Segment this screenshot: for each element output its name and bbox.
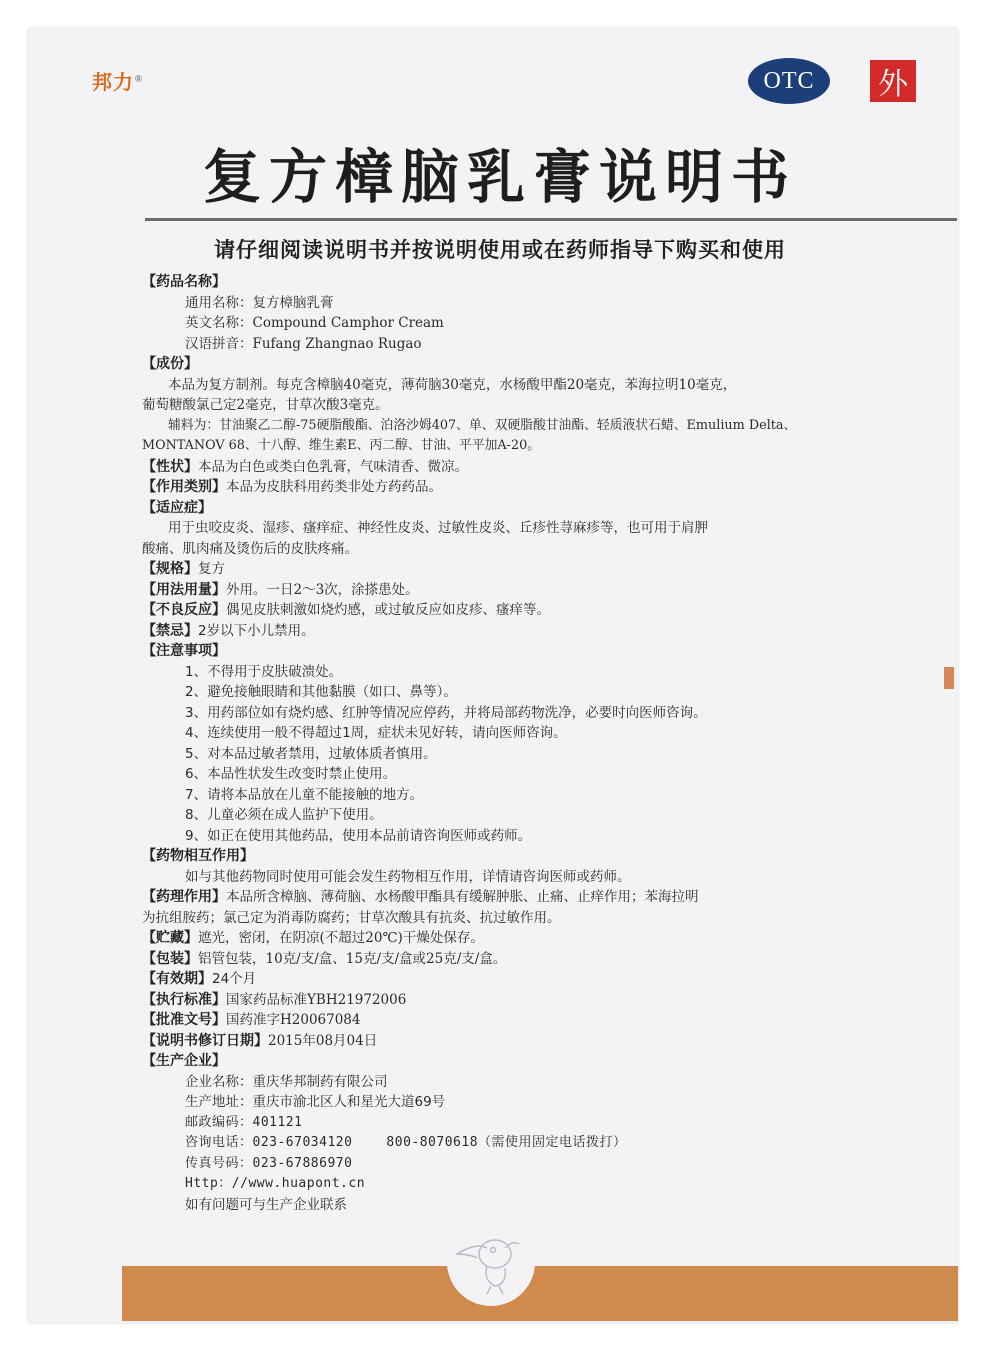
- section-heading: 【药理作用】: [142, 889, 226, 905]
- section-heading: 【成份】: [142, 356, 198, 372]
- otc-badge: OTC: [748, 58, 830, 104]
- external-use-badge: 外: [870, 60, 916, 102]
- ingredients-text: 葡萄糖酸氯己定2毫克，甘草次酸3毫克。: [142, 397, 389, 413]
- revision-date: 2015年08月04日: [268, 1032, 378, 1049]
- section-heading: 【性状】: [142, 458, 198, 475]
- contact-note: 如有问题可与生产企业联系: [185, 1196, 347, 1213]
- fax-number: 传真号码：023-67886970: [185, 1155, 353, 1171]
- title-rule: [145, 218, 957, 221]
- section-heading: 【规格】: [142, 561, 198, 577]
- footer-band: [122, 1266, 958, 1321]
- adverse-text: 偶见皮肤刺激如烧灼感，或过敏反应如皮疹、瘙痒等。: [226, 602, 550, 618]
- document-subtitle: 请仔细阅读说明书并按说明使用或在药师指导下购买和使用: [214, 238, 786, 262]
- pinyin-name: 汉语拼音：Fufang Zhangnao Rugao: [185, 335, 422, 352]
- section-heading: 【包装】: [142, 950, 198, 967]
- section-heading: 【贮藏】: [142, 930, 198, 946]
- document-title: 复方樟脑乳膏说明书: [202, 143, 797, 211]
- spec-text: 复方: [198, 561, 225, 577]
- leaflet-content: [142, 272, 882, 1215]
- company-name: 企业名称：重庆华邦制药有限公司: [185, 1073, 388, 1090]
- section-heading: 【批准文号】: [142, 1012, 226, 1028]
- section-heading: 【作用类别】: [142, 479, 226, 495]
- precaution-item: 5、对本品过敏者禁用，过敏体质者慎用。: [185, 745, 437, 762]
- section-heading: 【注意事项】: [142, 643, 226, 659]
- category-text: 本品为皮肤科用药类非处方药药品。: [226, 479, 442, 495]
- brand-logo: [92, 66, 144, 95]
- precaution-item: 3、用药部位如有烧灼感、红肿等情况应停药，并将局部药物洗净，必要时向医师咨询。: [185, 704, 707, 721]
- phone-number: 咨询电话：023-67034120: [185, 1135, 353, 1150]
- section-heading: 【有效期】: [142, 971, 212, 987]
- appearance-text: 本品为白色或类白色乳膏，气味清香、微凉。: [198, 458, 468, 475]
- precaution-item: 2、避免接触眼睛和其他黏膜（如口、鼻等）。: [185, 684, 457, 700]
- package-text: 铝管包装，10克/支/盒、15克/支/盒或25克/支/盒。: [198, 950, 507, 967]
- precaution-item: 7、请将本品放在儿童不能接触的地方。: [185, 786, 424, 803]
- expiry-text: 24个月: [212, 971, 257, 987]
- approval-text: 国药准字H20067084: [226, 1012, 361, 1028]
- mascot-emblem: [447, 1218, 535, 1306]
- section-heading: 【药物相互作用】: [142, 848, 254, 864]
- english-name: 英文名称：Compound Camphor Cream: [185, 315, 444, 331]
- contraindication-text: 2岁以下小儿禁用。: [198, 622, 315, 639]
- indications-text: 用于虫咬皮炎、湿疹、瘙痒症、神经性皮炎、过敏性皮炎、丘疹性荨麻疹等，也可用于肩胛: [168, 520, 708, 536]
- excipients-text: 辅料为：甘油聚乙二醇-75硬脂酸酯、泊洛沙姆407、单、双硬脂酸甘油酯、轻质液状石蜡、Emulium Delta、: [168, 417, 797, 433]
- section-heading: 【说明书修订日期】: [142, 1032, 268, 1049]
- usage-text: 外用。一日2～3次，涂搽患处。: [226, 581, 419, 598]
- section-heading: 【适应症】: [142, 499, 212, 516]
- pharmacology-text: 为抗组胺药；氯己定为消毒防腐药；甘草次酸具有抗炎、抗过敏作用。: [142, 909, 561, 926]
- ingredients-text: 本品为复方制剂。每克含樟脑40毫克，薄荷脑30毫克，水杨酸甲酯20毫克，苯海拉明10毫克，: [168, 376, 737, 393]
- section-heading: 【药品名称】: [142, 274, 226, 290]
- pharmacology-text: 本品所含樟脑、薄荷脑、水杨酸甲酯具有缓解肿胀、止痛、止痒作用；苯海拉明: [226, 889, 699, 905]
- company-address: 生产地址：重庆市渝北区人和星光大道69号: [185, 1094, 446, 1110]
- precaution-item: 4、连续使用一般不得超过1周，症状未见好转，请向医师咨询。: [185, 725, 567, 741]
- indications-text: 酸痛、肌肉痛及烫伤后的皮肤疼痛。: [142, 540, 358, 557]
- bird-mascot-icon: [447, 1218, 535, 1306]
- section-heading: 【用法用量】: [142, 581, 226, 598]
- website-url: Http：//www.huapont.cn: [185, 1176, 366, 1191]
- storage-text: 遮光，密闭，在阴凉(不超过20℃)干燥处保存。: [198, 930, 484, 946]
- interactions-text: 如与其他药物同时使用可能会发生药物相互作用，详情请咨询医师或药师。: [185, 868, 631, 885]
- section-heading: 【执行标准】: [142, 991, 226, 1008]
- generic-name: 通用名称：复方樟脑乳膏: [185, 294, 334, 311]
- precaution-item: 1、不得用于皮肤破溃处。: [185, 663, 343, 680]
- standard-text: 国家药品标准YBH21972006: [226, 991, 407, 1008]
- postal-code: 邮政编码：401121: [185, 1114, 303, 1130]
- section-heading: 【不良反应】: [142, 602, 226, 618]
- section-heading: 【生产企业】: [142, 1053, 226, 1069]
- edge-tab: [944, 667, 954, 689]
- excipients-text: MONTANOV 68、十八醇、维生素E、丙二醇、甘油、平平加A-20。: [142, 438, 541, 453]
- section-heading: 【禁忌】: [142, 622, 198, 639]
- registered-mark: ®: [134, 74, 144, 85]
- precaution-item: 6、本品性状发生改变时禁止使用。: [185, 766, 397, 782]
- precaution-item: 8、儿童必须在成人监护下使用。: [185, 807, 383, 823]
- brand-name: 邦力: [92, 70, 134, 94]
- hotline-number: 800-8070618（需使用固定电话拨打）: [386, 1135, 627, 1150]
- precaution-item: 9、如正在使用其他药品，使用本品前请咨询医师或药师。: [185, 827, 532, 844]
